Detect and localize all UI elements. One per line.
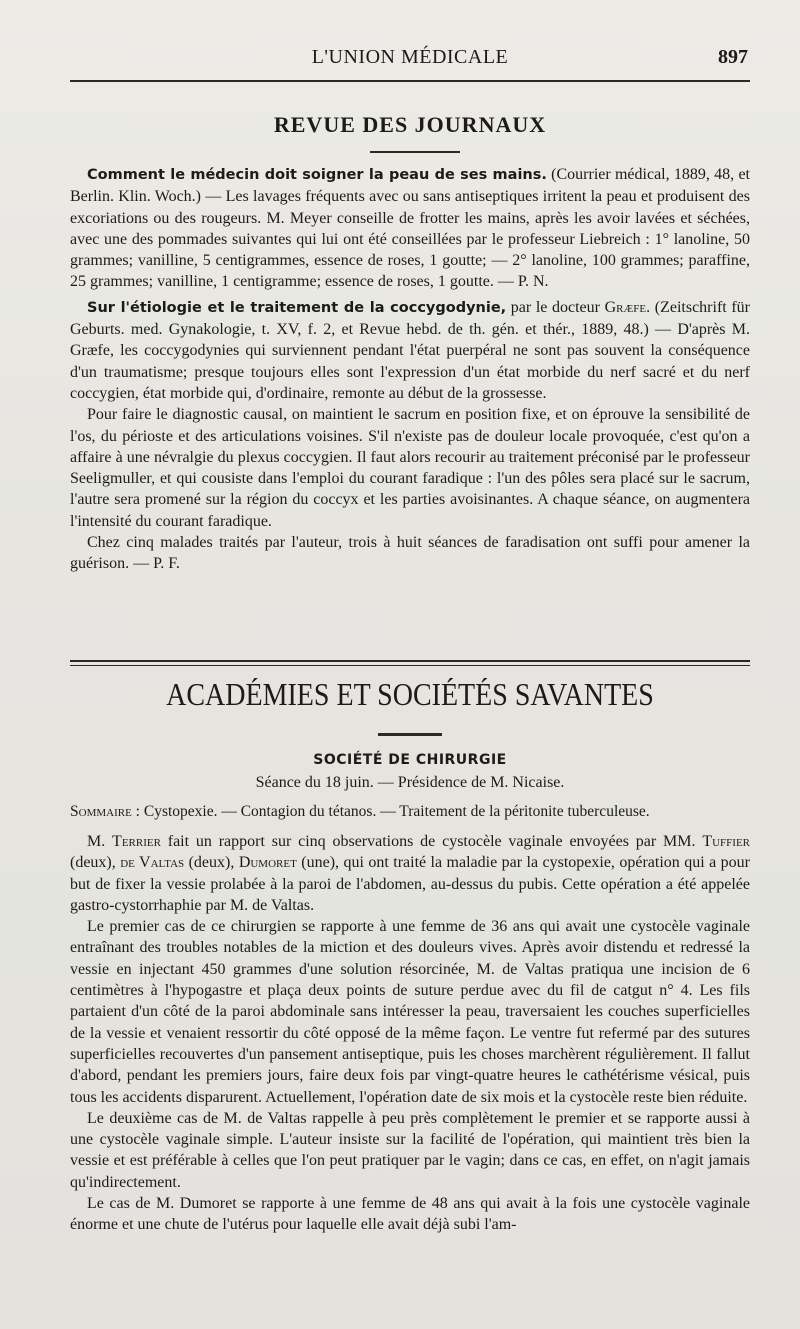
double-rule-bottom <box>70 665 750 666</box>
author-name: Græfe. <box>604 298 651 316</box>
text-run: (une), qui ont traité la maladie par la cystopexie, opération qui a pour but de fixer la vessie prolabée à la paroi de l'abdomen, au-dessus du pubis. Cette opération a été appelée gastro-cystorrhaphie par M. de Valtas. <box>70 854 751 914</box>
surgeon-name: de Valtas <box>120 854 185 872</box>
surgeon-name: Tuffier <box>702 833 750 850</box>
text-run: (deux), <box>184 854 239 872</box>
report-paragraph: Le deuxième cas de M. de Valtas rappelle à peu près complètement le premier et se rapporte aussi à une cystocèle vaginale simple. L'auteur insiste sur la facilité de l'opération, qui maintient très bien la vessie et est préférable à celles que l'on peut pratiquer par le vagin; dans ce cas, en effet, on n'agit jamais qu'indirectement. <box>70 1109 750 1191</box>
report-paragraph: Le premier cas de ce chirurgien se rapporte à une femme de 36 ans qui avait une cystocèle vaginale entraînant des troubles notables de la miction et des douleurs vives. Après avoir distendu et redressé la vessie en injectant 450 grammes d'une solution résorcinée, M. de Valtas pratiqua une incision de 6 centimètres à l'hypogastre et plaça deux points de suture perdue avec du fil de catgut n° 4. Les fils partaient d'un côté de la paroi abdominale sans intéresser la peau, traversaient les couches superficielles de la vessie et venaient ressortir du côté opposé de la même façon. Le ventre fut refermé par des sutures superficielles recouvertes d'un pansement antiseptique, puis les choses marchèrent régulièrement. Il fallut d'abord, pendant les premiers jours, faire deux fois par vingt-quatre heures le cathétérisme vésical, puis tous les accidents disparurent. Actuellement, l'opération date de six mois et la cystocèle reste bien réduite. <box>70 918 750 1106</box>
section-title-academies: ACADÉMIES ET SOCIÉTÉS SAVANTES <box>166 678 654 713</box>
article-lead: Comment le médecin doit soigner la peau de ses mains. <box>87 167 547 183</box>
running-head <box>70 46 750 76</box>
report-paragraph <box>70 831 750 916</box>
society-heading: SOCIÉTÉ DE CHIRURGIE <box>313 752 507 768</box>
summary-text: : Cystopexie. — Contagion du tétanos. — Traitement de la péritonite tuberculeuse. <box>131 803 650 820</box>
surgeon-name: Terrier <box>112 833 161 850</box>
section-title-revue: REVUE DES JOURNAUX <box>273 112 547 137</box>
article-paragraph: Chez cinq malades traités par l'auteur, trois à huit séances de faradisation ont suffi pour amener la guérison. — P. F. <box>70 534 750 573</box>
summary-label: Sommaire <box>70 803 132 820</box>
article-text: (Courrier médical, 1889, 48, et Berlin. Klin. Woch.) — Les lavages fréquents avec ou sans antiseptiques irritent la peau et produisent des excoriations ou des rougeurs. M. Meyer conseille de frotter les mains, après les avoir lavées et séchées, avec une des pommades suivantes qui lui ont été conseillées par le professeur Liebreich : 1° lanoline, 50 grammes; vanilline, 5 centigrammes, essence de roses, 1 goutte; — 2° lanoline, 100 grammes; paraffine, 25 grammes; vanilline, 1 centigramme; essence de roses, 1 goutte. — P. N. <box>70 166 750 291</box>
academies-text <box>70 831 750 1236</box>
text-run: fait un rapport sur cinq observations de cystocèle vaginale envoyées par MM. <box>160 833 703 850</box>
article-coccygodynie <box>70 297 750 404</box>
text-run: (deux), <box>70 854 121 872</box>
article-text: par le docteur <box>506 298 605 316</box>
journal-title: L'UNION MÉDICALE <box>311 46 509 68</box>
page-number: 897 <box>718 46 748 68</box>
header-rule <box>70 80 750 82</box>
surgeon-name: Dumoret <box>238 854 297 872</box>
revue-articles <box>70 164 750 575</box>
section-rule <box>378 733 442 736</box>
text-run: M. <box>87 833 113 850</box>
article-text: (Zeitschrift für Geburts. med. Gynakologie, t. XV, f. 2, et Revue hebd. de th. gén. et thér., 1889, 48.) — D'après M. Græfe, les coccygodynies qui surviennent pendant l'état puerpéral ne sont pas souvent la conséquence d'un traumatisme; presque toujours elles sont l'expression d'un état morbide du nerf sacré et du nerf coccygien, état morbide qui, d'ordinaire, remonte au début de la grossesse. <box>70 298 751 402</box>
article-paragraph: Pour faire le diagnostic causal, on maintient le sacrum en position fixe, et on éprouve la sensibilité de l'os, du périoste et des articulations voisines. S'il n'existe pas de douleur locale provoquée, c'est qu'on a affaire à une névralgie du plexus coccygien. Il faut alors recourir au traitement préconisé par le professeur Seeligmuller, et qui cousiste dans l'emploi du courant faradique : l'un des pôles sera placé sur le sacrum, l'autre sera promené sur la région du coccyx et les parties avoisinantes. A chaque séance, on augmentera l'intensité du courant faradique. <box>70 406 750 530</box>
section-rule <box>370 151 460 153</box>
summary-line <box>70 803 750 821</box>
article-peau-mains <box>70 164 750 293</box>
double-rule-top <box>70 660 750 662</box>
report-paragraph: Le cas de M. Dumoret se rapporte à une femme de 48 ans qui avait à la fois une cystocèle vaginale énorme et une chute de l'utérus pour laquelle elle avait déjà subi l'am- <box>70 1195 750 1234</box>
article-lead: Sur l'étiologie et le traitement de la coccygodynie, <box>87 299 507 316</box>
session-line: Séance du 18 juin. — Présidence de M. Nicaise. <box>255 774 565 791</box>
